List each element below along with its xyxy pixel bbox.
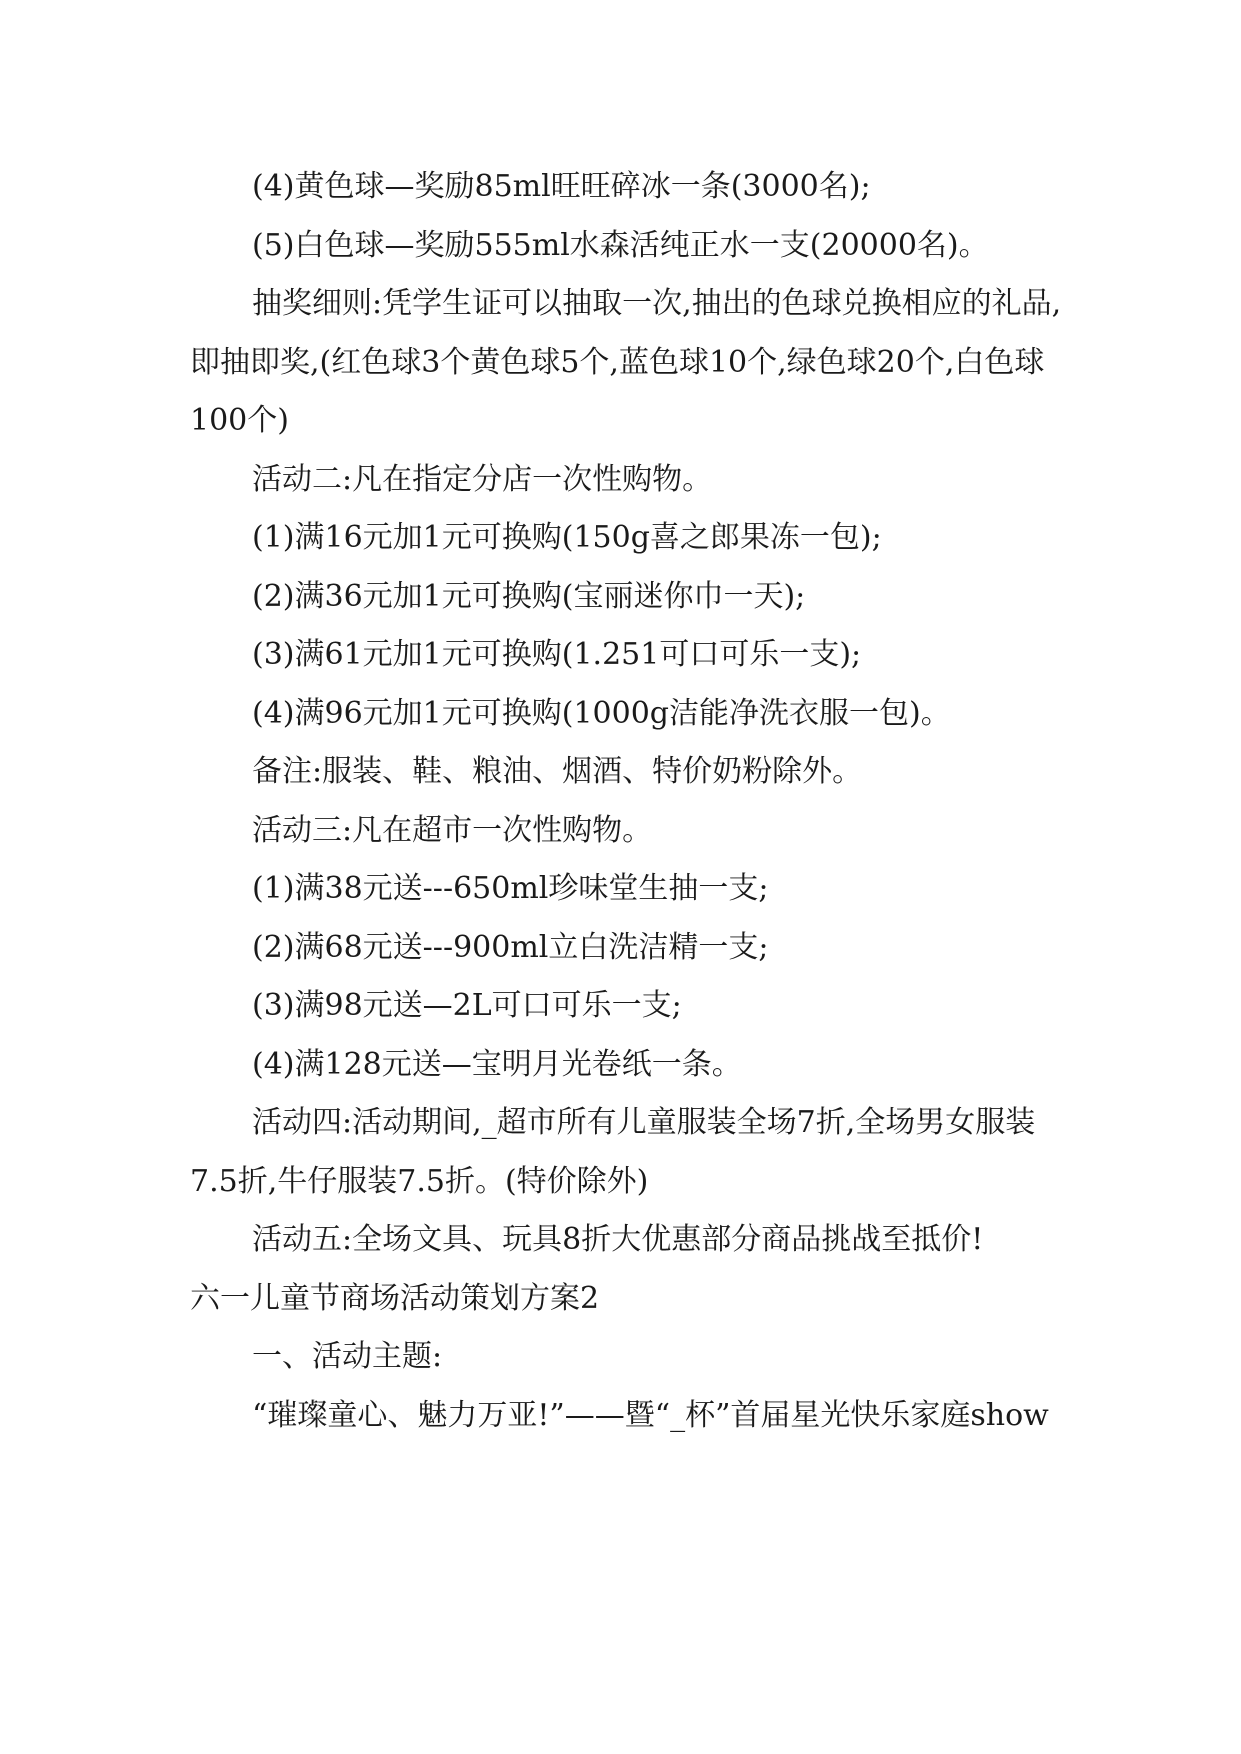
paragraph: (2)满36元加1元可换购(宝丽迷你巾一天); xyxy=(252,578,806,614)
paragraph: (5)白色球—奖励555ml水森活纯正水一支(20000名)。 xyxy=(252,227,989,263)
paragraph: 活动三:凡在超市一次性购物。 xyxy=(252,812,653,848)
paragraph: 活动四:活动期间,_超市所有儿童服装全场7折,全场男女服装7.5折,牛仔服装7.5折。(特价除外) xyxy=(190,1105,1036,1199)
paragraph: (4)满128元送—宝明月光卷纸一条。 xyxy=(252,1046,742,1082)
paragraph: (2)满68元送---900ml立白洗洁精一支; xyxy=(252,929,769,965)
paragraph: (4)满96元加1元可换购(1000g洁能净洗衣服一包)。 xyxy=(252,695,951,731)
paragraph: (3)满61元加1元可换购(1.251可口可乐一支); xyxy=(252,637,862,672)
paragraph: 备注:服装、鞋、粮油、烟酒、特价奶粉除外。 xyxy=(252,754,863,789)
section-heading: 六一儿童节商场活动策划方案2 xyxy=(190,1280,600,1316)
paragraph: “璀璨童心、魅力万亚!”——暨“_杯”首届星光快乐家庭show xyxy=(252,1397,1049,1433)
document-body xyxy=(190,158,1070,1445)
paragraph: (4)黄色球—奖励85ml旺旺碎冰一条(3000名); xyxy=(252,169,871,204)
paragraph: (1)满16元加1元可换购(150g喜之郎果冻一包); xyxy=(252,520,882,555)
paragraph: 活动二:凡在指定分店一次性购物。 xyxy=(252,461,713,497)
paragraph: 活动五:全场文具、玩具8折大优惠部分商品挑战至抵价! xyxy=(252,1222,984,1257)
paragraph: 抽奖细则:凭学生证可以抽取一次,抽出的色球兑换相应的礼品,即抽即奖,(红色球3个黄色球5个,蓝色球10个,绿色球20个,白色球100个) xyxy=(190,286,1062,438)
paragraph: 一、活动主题: xyxy=(252,1339,443,1374)
paragraph: (3)满98元送—2L可口可乐一支; xyxy=(252,988,682,1023)
paragraph: (1)满38元送---650ml珍味堂生抽一支; xyxy=(252,871,769,906)
